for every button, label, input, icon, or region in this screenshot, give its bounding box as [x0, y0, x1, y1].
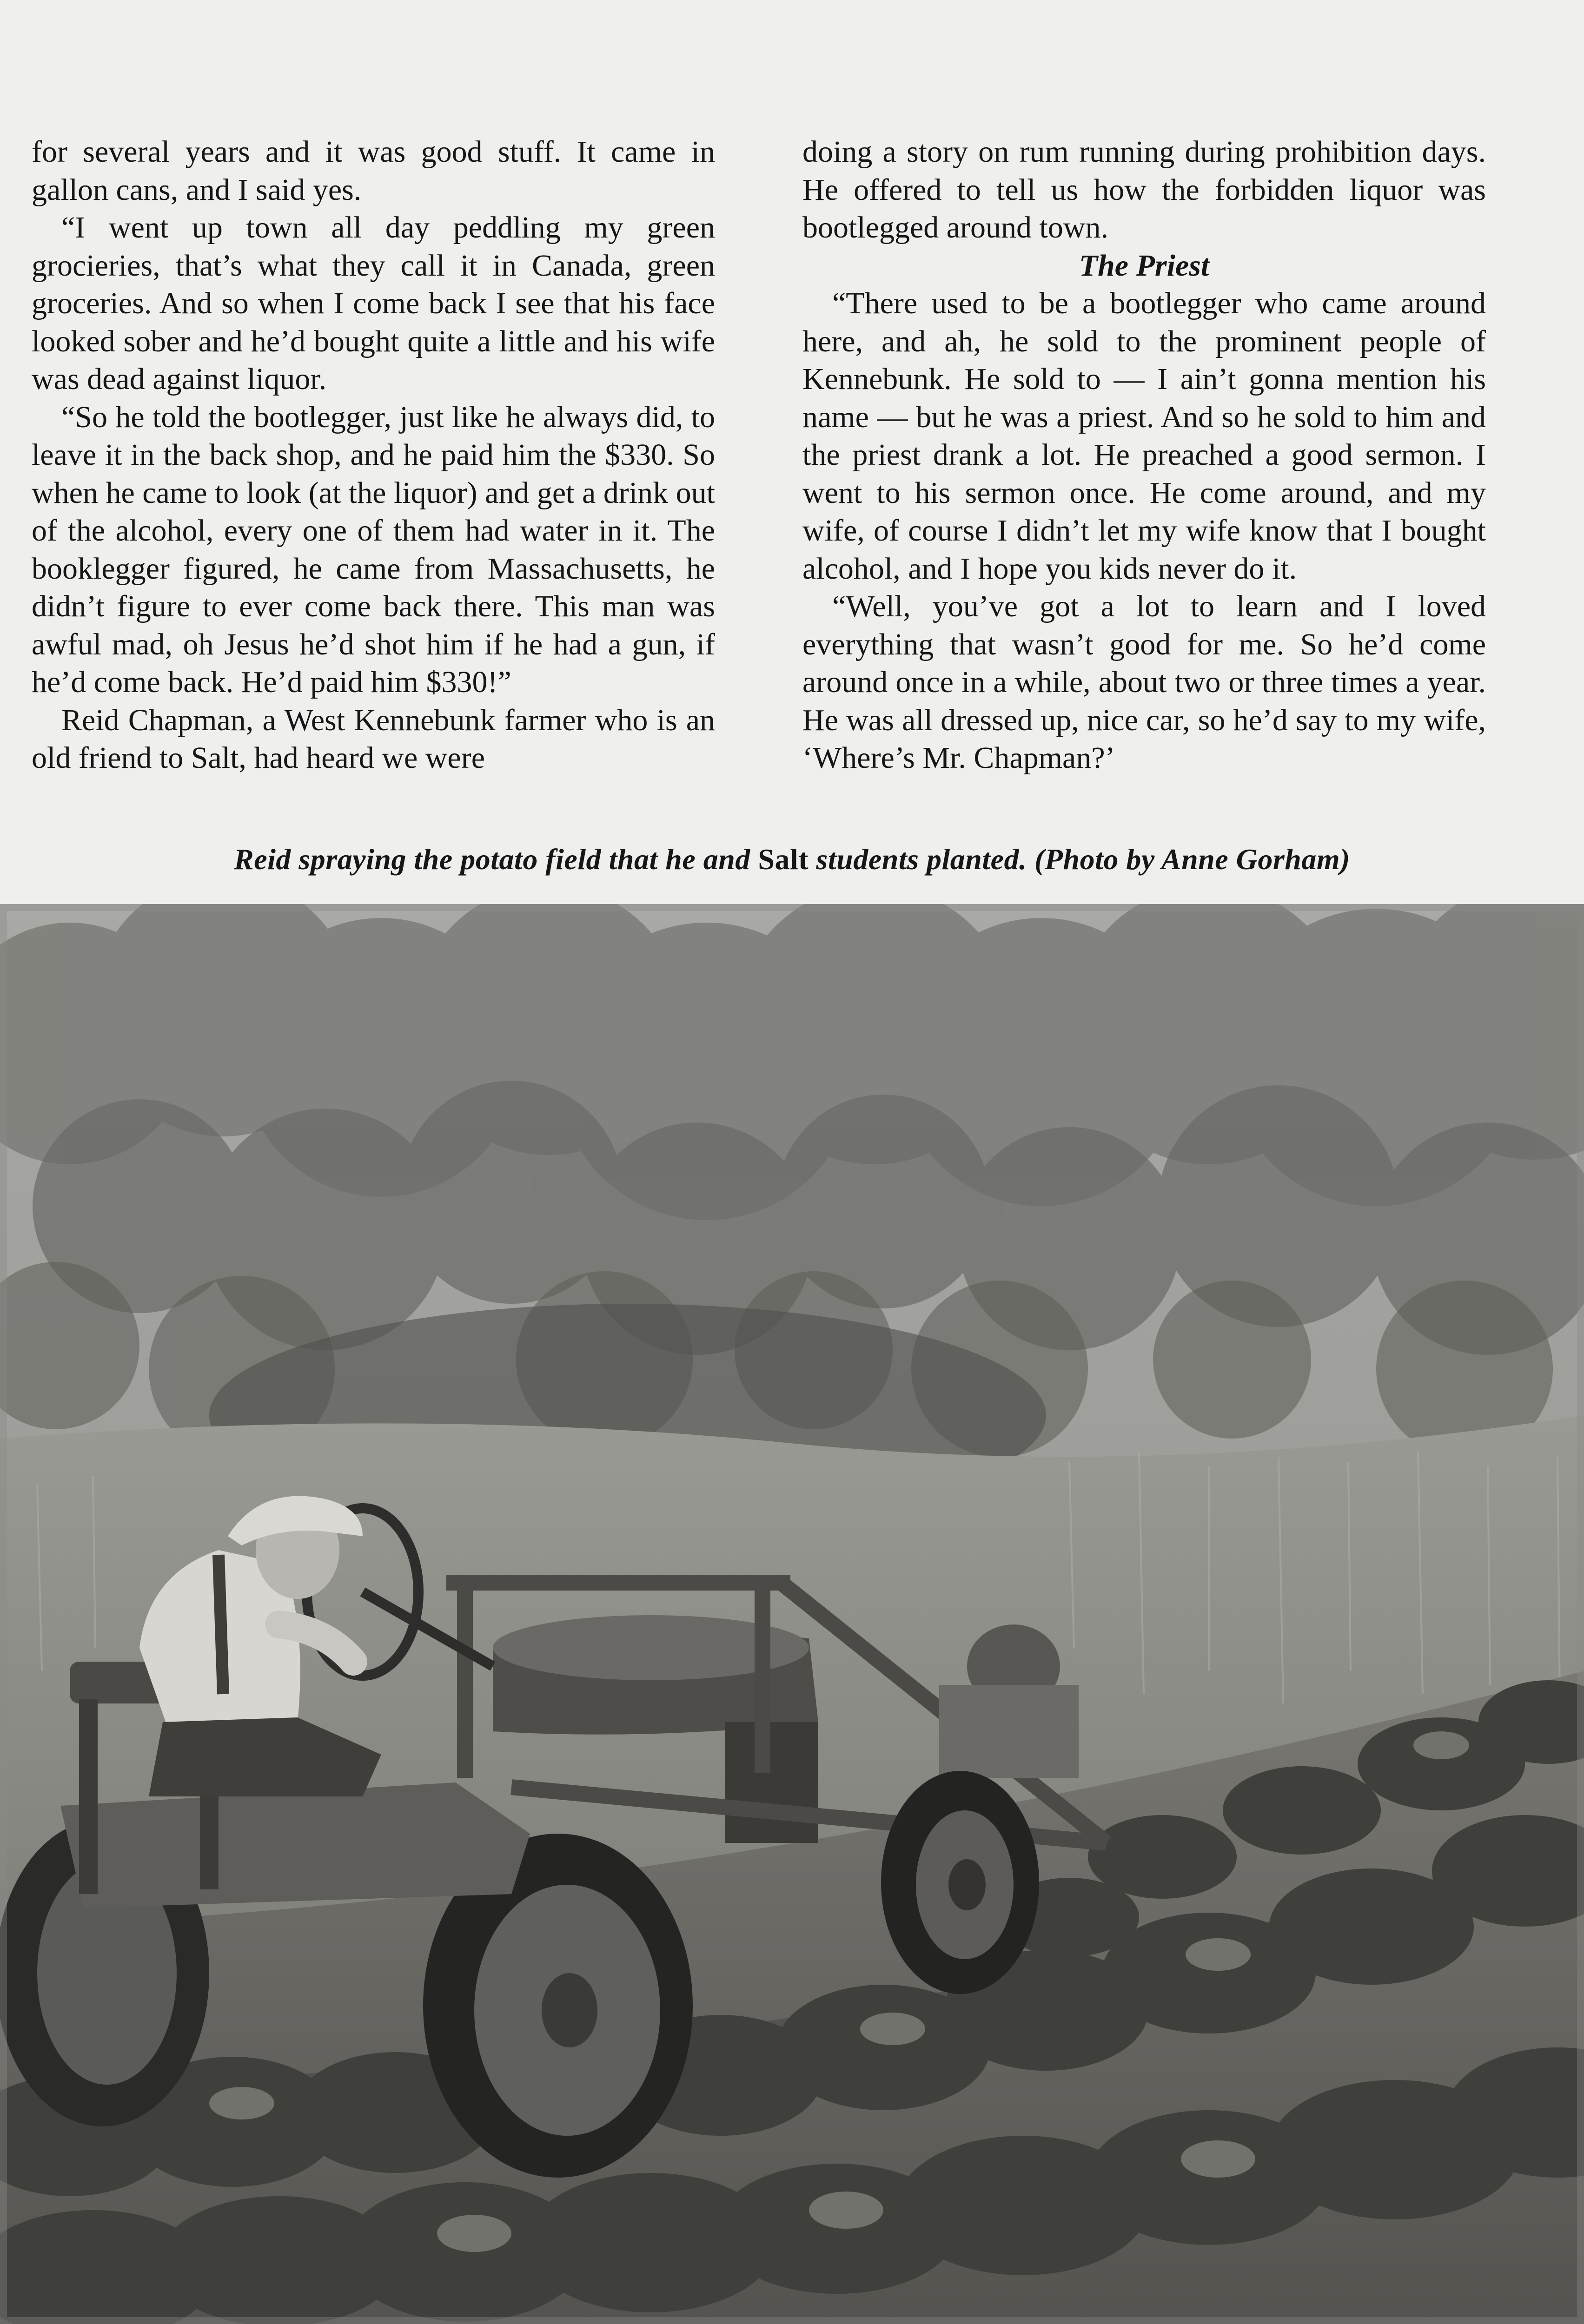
- caption-text: Reid spraying the potato field that he and: [234, 843, 758, 876]
- paragraph: for several years and it was good stuff. It came in gallon cans, and I said yes.: [32, 135, 715, 207]
- tractor-photo: [0, 904, 1584, 2324]
- caption-magazine-name: Salt: [758, 843, 809, 876]
- paragraph: “Well, you’ve got a lot to learn and I loved everything that wasn’t good for me. So he’d come around once in a while, about two or three times a year. He was all dressed up, nice car, so he’d say to my wife, ‘Where’s Mr. Chapman?’: [802, 589, 1486, 775]
- caption-text: students planted. (Photo by Anne Gorham): [809, 843, 1350, 876]
- text-column-right: [802, 133, 1486, 777]
- paragraph: doing a story on rum running during prohibition days. He offered to tell us how the forbidden liquor was bootlegged around town.: [802, 135, 1486, 244]
- paragraph: Reid Chapman, a West Kennebunk farmer who is an old friend to Salt, had heard we were: [32, 703, 715, 775]
- paragraph: “I went up town all day peddling my green grocieries, that’s what they call it in Canada, green groceries. And so when I come back I see that his face looked sober and he’d bought quite a little and his wife was dead against liquor.: [32, 211, 715, 396]
- photo-illustration: [0, 904, 1584, 2324]
- paragraph: “There used to be a bootlegger who came around here, and ah, he sold to the prominent people of Kennebunk. He sold to — I ain’t gonna mention his name — but he was a priest. And so he sold to him and the priest drank a lot. He preached a good sermon. I went to his sermon once. He come around, and my wife, of course I didn’t let my wife know that I bought alcohol, and I hope you kids never do it.: [802, 286, 1486, 586]
- paragraph: “So he told the bootlegger, just like he always did, to leave it in the back shop, and he paid him the $330. So when he came to look (at the liquor) and get a drink out of the alcohol, every one of them had water in it. The booklegger figured, he came from Massachusetts, he didn’t figure to ever come back there. This man was awful mad, oh Jesus he’d shot him if he had a gun, if he’d come back. He’d paid him $330!”: [32, 400, 715, 699]
- text-column-left: [32, 133, 715, 777]
- photo-caption: [0, 842, 1584, 877]
- section-subheading: The Priest: [1079, 248, 1210, 283]
